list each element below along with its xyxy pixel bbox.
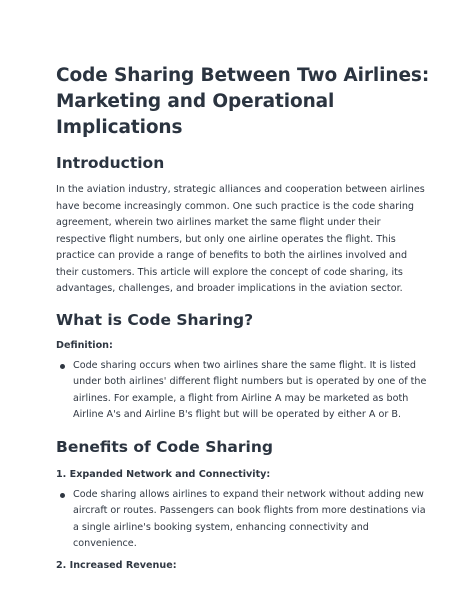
benefit-2-label: 2. Increased Revenue: <box>56 559 177 571</box>
what-is-code-sharing-heading: What is Code Sharing? <box>56 310 254 329</box>
introduction-paragraph: In the aviation industry, strategic alliances and cooperation between airlines have become increasingly common. One such practice is the code sharing agreement, wherein two airlines market the same flight under their respective flight numbers, but only one airline operates the flight. This practice can provide a range of benefits to both the airlines involved and their customers. This article will explore the concept of code sharing, its advantages, challenges, and broader implications in the aviation sector. <box>56 184 425 294</box>
document-title: Code Sharing Between Two Airlines: Marketing and Operational Implications <box>56 65 430 138</box>
definition-list <box>56 358 431 424</box>
list-item <box>56 487 431 553</box>
definition-label: Definition: <box>56 339 113 351</box>
benefit-1-text: Code sharing allows airlines to expand their network without adding new aircraft or routes. Passengers can book flights from more destinations via a single airline's booking system, enhancing connectivity and convenience. <box>73 488 426 549</box>
list-item <box>56 358 431 424</box>
bullet-icon <box>60 493 65 498</box>
benefits-heading: Benefits of Code Sharing <box>56 437 273 456</box>
benefit-1-label: 1. Expanded Network and Connectivity: <box>56 468 271 480</box>
benefit-1-list <box>56 487 431 553</box>
introduction-heading: Introduction <box>56 154 165 172</box>
definition-text: Code sharing occurs when two airlines share the same flight. It is listed under both airlines' different flight numbers but is operated by one of the airlines. For example, a flight from Airline A may be marketed as both Airline A's and Airline B's flight but will be operated by either A or B. <box>73 359 427 420</box>
bullet-icon <box>60 364 65 369</box>
